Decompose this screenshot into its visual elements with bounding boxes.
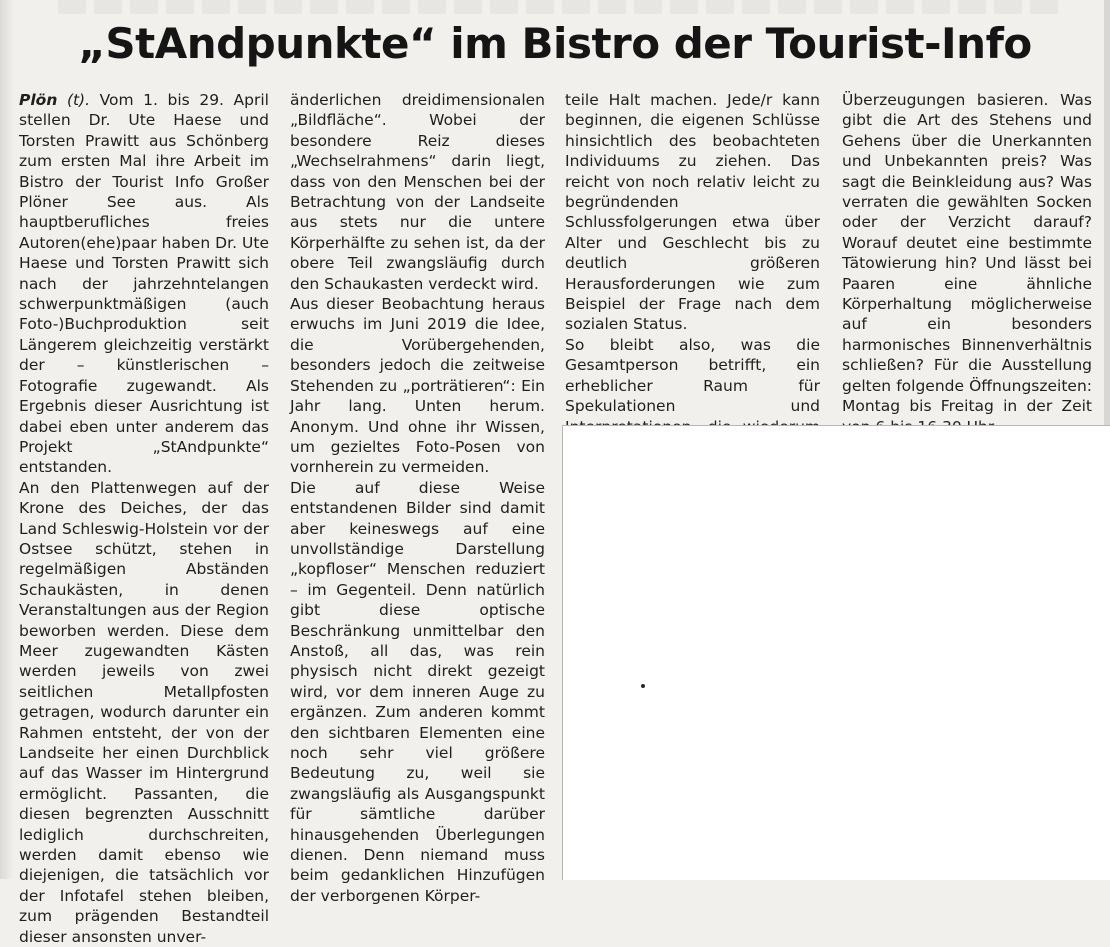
- paragraph: [19, 90, 269, 478]
- paragraph: So bleibt also, was die Gesamtperson betrifft, ein erheblicher Raum für Spekulationen und: [565, 335, 820, 416]
- article-headline: „StAndpunkte“ im Bistro der Tourist-Info: [78, 19, 1032, 68]
- paragraph: An den Plattenwegen auf der Krone des Deiches, der das Land Schleswig-Holstein vor der Ostsee schützt, stehen in regelmäßigen Abständen Schaukästen, in denen Veranstaltungen aus der Region beworben werden. Diese dem Meer zugewandten Kästen werden jeweils von zwei seitlichen Metallpfosten getragen, wodurch darunter ein Rahmen entsteht, der von der Landseite her einen Durchblick auf das Wasser im Hintergrund ermöglicht. Passanten, die diesen begrenzten Ausschnitt lediglich durchschreiten, werden damit ebenso wie diejenigen, die tatsächlich vor der Infotafel stehen bleiben, zum prägenden Bestandteil dieser ansonsten unver-: [19, 478, 269, 946]
- paragraph: Die auf diese Weise entstandenen Bilder sind damit aber keineswegs auf eine unvollständige Darstellung „kopfloser“ Menschen reduziert – im Gegenteil. Denn natürlich gibt diese optische Beschränkung unmittelbar den Anstoß, all das, was rein physisch nicht direkt gezeigt wird, vor dem inneren Auge zu ergänzen. Zum anderen kommt den sichtbaren Elementen eine noch sehr viel größere Bedeutung zu, weil sie zwangsläufig als Ausgangspunkt für sämtliche darüber hinausgehenden Überlegungen dienen. Denn niemand muss beim gedanklichen Hinzufügen der verborgenen Körper-: [290, 478, 545, 905]
- bleed-through-text: [58, 0, 1058, 14]
- paragraph: änderlichen dreidimensionalen „Bildfläche“. Wobei der besondere Reiz dieses „Wechselrahmens“ darin liegt, dass von den Menschen bei der Betrachtung von der Landseite aus stets nur die untere Körperhälfte zu sehen ist, da der obere Teil zwangsläufig durch den Schaukasten verdeckt wird.: [290, 91, 545, 293]
- dateline-author: (t).: [66, 91, 91, 109]
- dateline-place: Plön: [19, 91, 58, 109]
- scan-speck: [641, 684, 645, 688]
- article-column-3: [565, 90, 820, 478]
- blank-image-area: [562, 425, 1110, 880]
- paragraph: teile Halt machen. Jede/r kann beginnen, die eigenen Schlüsse hinsichtlich des beobachteten Individuums zu ziehen. Das reicht von noch relativ leicht zu begründenden Schlussfolgerungen etwa über Alter und Geschlecht bis zu deutlich größeren Herausforderungen wie zum Beispiel der Frage nach dem sozialen Status.: [565, 91, 820, 334]
- article-column-4: [842, 90, 1092, 437]
- article-column-2: [290, 90, 545, 906]
- paragraph-text: Vom 1. bis 29. April stellen Dr. Ute Haese und Torsten Prawitt aus Schönberg zum ersten Mal ihre Arbeit im Bistro der Tourist Info Großer Plöner See aus. Als hauptberufliches freies Autoren(ehe)paar haben Dr. Ute Haese und Torsten Prawitt sich nach der jahrzehntelangen schwerpunktmäßigen (auch Foto-)Buchproduktion seit Längerem gleichzeitig verstärkt der – künstlerischen – Fotografie zugewandt. Als Ergebnis dieser Ausrichtung ist dabei eben unter anderem das Projekt „StAndpunkte“ entstanden.: [19, 91, 269, 477]
- paragraph: Überzeugungen basieren. Was gibt die Art des Stehens und Gehens über die Unerkannten und Unbekannten preis? Was sagt die Beinkleidung aus? Was verraten die gewählten Socken oder der Verzicht darauf? Worauf deutet eine bestimmte Tätowierung hin? Und lässt bei Paaren eine ähnliche Körperhaltung möglicherweise auf ein besonders harmonisches Binnenverhältnis schließen? Für die Ausstellung gelten folgende Öffnungszeiten: Montag bis Freitag in der Zeit: [842, 91, 1092, 416]
- scan-shadow-left: [0, 0, 14, 879]
- article-column-1: [19, 90, 269, 947]
- paragraph: Aus dieser Beobachtung heraus erwuchs im Juni 2019 die Idee, die Vorübergehenden, besonders jedoch die zeitweise Stehenden zu „porträtieren“: Ein Jahr lang. Unten herum. Anonym. Und ohne ihr Wissen, um gezieltes Foto-Posen von vornherein zu vermeiden.: [290, 295, 545, 477]
